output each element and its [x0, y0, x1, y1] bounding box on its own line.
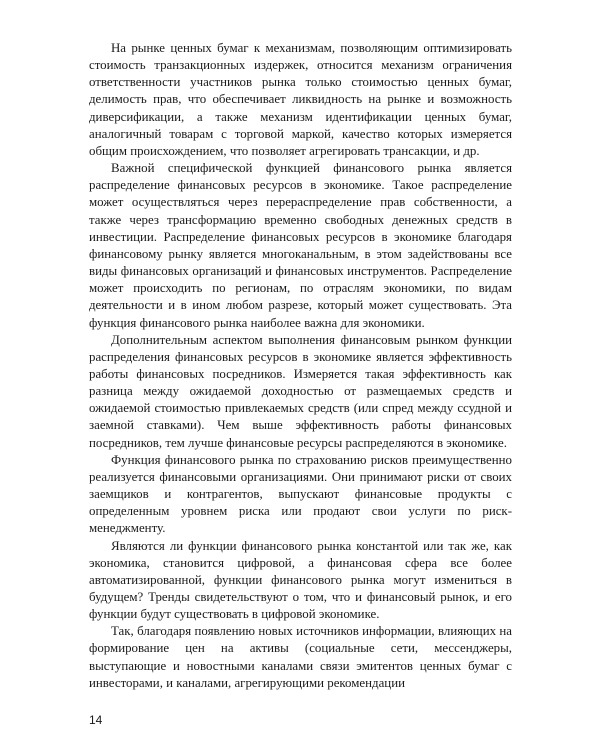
paragraph-3: Дополнительным аспектом выполнения финансовым рынком функции распределения финансовых ресурсов в экономике является эффективность работы финансовых посредников. Измеряется такая эффективность как разница между ожидаемой доходностью от размещаемых средств и ожидаемой стоимостью привлекаемых средств (или спред между ссудной и заемной ставками). Чем выше эффективность работы финансовых посредников, тем лучше финансовые ресурсы распределяются в экономике. — [89, 332, 512, 450]
paragraph-6: Так, благодаря появлению новых источников информации, влияющих на формирование цен на активы (социальные сети, мессенджеры, выступающие и новостными каналами связи эмитентов ценных бумаг с инвесторами, и каналами, агрегирующими рекомендации — [89, 624, 512, 690]
paragraph-1: На рынке ценных бумаг к механизмам, позволяющим оптимизировать стоимость транзакционных издержек, относится механизм ограничения ответственности участников рынка только стоимостью ценных бумаг, делимость прав, что обеспечивает ликвидность на рынке и возможность диверсификации, а также механизм идентификации ценных бумаг, аналогичный товарам с торговой маркой, качество которых измеряется общим происхождением, что позволяет агрегировать трансакции, и др. — [89, 41, 512, 158]
paragraph-4: Функция финансового рынка по страхованию рисков преимущественно реализуется финансовыми организациями. Они принимают риски от своих заемщиков и контрагентов, выпускают финансовые продукты с определенным уровнем риска или продают свои услуги по риск-менеджменту. — [89, 452, 512, 536]
page-number: 14 — [89, 713, 103, 727]
paragraph-5: Являются ли функции финансового рынка константой или так же, как экономика, становится цифровой, а финансовая сфера все более автоматизированной, функции финансового рынка могут измениться в будущем? Тренды свидетельствуют о том, что и финансовый рынок, и его функции будут существовать в цифровой экономике. — [89, 538, 512, 622]
body-text — [89, 40, 512, 692]
paragraph-2: Важной специфической функцией финансового рынка является распределение финансовых ресурсов в экономике. Такое распределение может осуществляться через перераспределение прав собственности, а также через трансформацию временно свободных денежных средств в инвестиции. Распределение финансовых ресурсов в экономике благодаря финансовому рынку является многоканальным, в этом задействованы все виды финансовых организаций и финансовых инструментов. Распределение может происходить по регионам, по отраслям экономики, по видам деятельности и в ином любом разрезе, который может существовать. Эта функция финансового рынка наиболее важна для экономики. — [89, 161, 512, 330]
